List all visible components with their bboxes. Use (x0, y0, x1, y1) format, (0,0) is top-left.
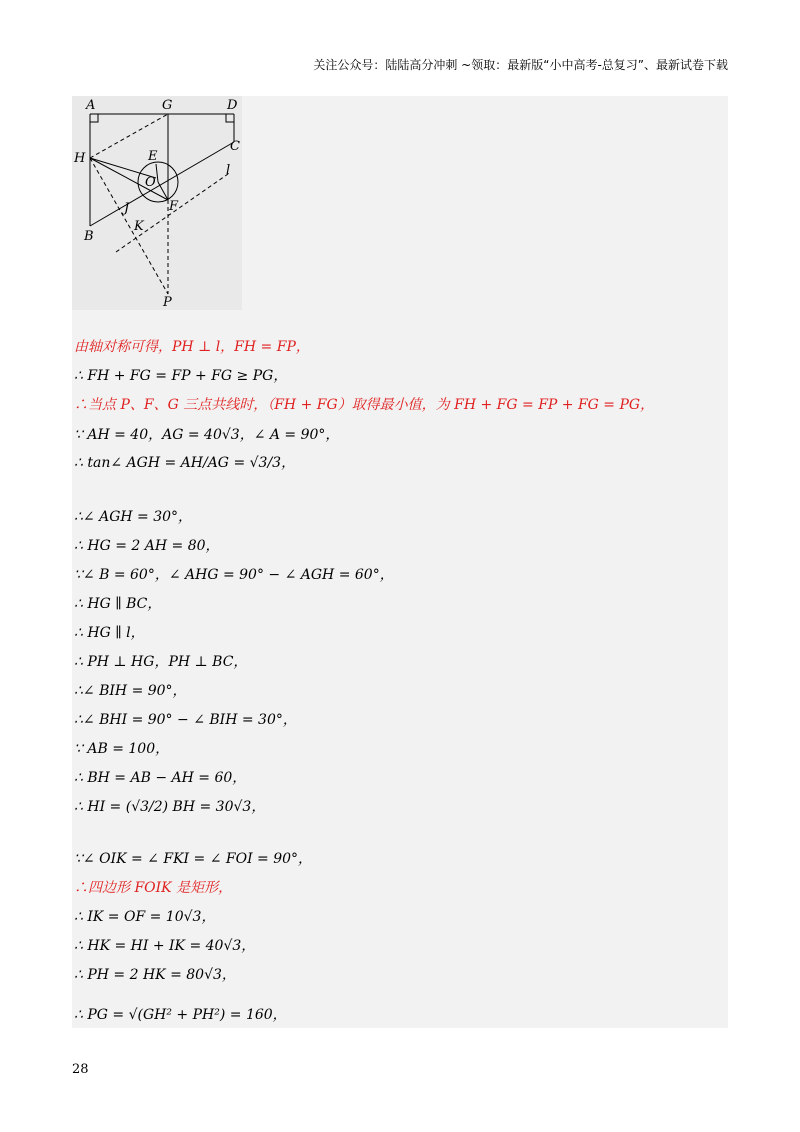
solution-line: ∴ tan∠ AGH = AH/AG = √3/3， (74, 455, 296, 471)
solution-line: ∴四边形 FOIK 是矩形， (74, 880, 233, 896)
solution-line: ∵∠ B = 60°，∠ AHG = 90° − ∠ AGH = 60°， (74, 567, 394, 583)
solution-line: ∵ AB = 100， (74, 741, 170, 757)
label-c: C (230, 139, 240, 154)
label-h: H (74, 151, 86, 166)
solution-line: ∴ PH = 2 HK = 80√3， (74, 967, 236, 983)
label-d: D (227, 98, 238, 113)
label-p: P (163, 295, 172, 310)
solution-line: ∴ HG ∥ BC， (74, 596, 162, 612)
solution-line: ∴ PG = √(GH² + PH²) = 160， (74, 1007, 287, 1023)
page-header: 关注公众号：陆陆高分冲刺 ~领取：最新版“小中高考-总复习”、最新试卷下载 (313, 58, 728, 72)
solution-line: ∴ HG = 2 AH = 80， (74, 538, 220, 554)
solution-line: ∴ FH + FG = FP + FG ≥ PG， (74, 368, 288, 384)
label-k: K (134, 219, 144, 234)
solution-line: ∴ HG ∥ l， (74, 625, 145, 641)
geometry-diagram (72, 96, 242, 310)
solution-line: ∴ BH = AB − AH = 60， (74, 770, 247, 786)
solution-line: ∴∠ BHI = 90° − ∠ BIH = 30°， (74, 712, 297, 728)
solution-line: ∴ PH ⊥ HG，PH ⊥ BC， (74, 654, 248, 670)
label-g: G (162, 98, 173, 113)
solution-line: ∴ HK = HI + IK = 40√3， (74, 938, 256, 954)
page-number: 28 (72, 1062, 89, 1077)
label-j: J (124, 201, 130, 216)
solution-line: ∴ HI = (√3/2) BH = 30√3， (74, 799, 266, 815)
solution-panel (72, 96, 728, 1028)
solution-line: ∴当点 P、F、G 三点共线时，（FH + FG）取得最小值，为 FH + FG = FP + FG = PG， (74, 397, 655, 413)
label-e: E (148, 149, 158, 164)
geometry-figure (72, 96, 242, 310)
solution-line: 由轴对称可得，PH ⊥ l，FH = FP， (74, 339, 310, 355)
label-b: B (84, 229, 94, 244)
solution-line: ∵∠ OIK = ∠ FKI = ∠ FOI = 90°， (74, 851, 313, 867)
solution-line: ∵ AH = 40，AG = 40√3，∠ A = 90°， (74, 427, 340, 443)
label-o: O (145, 175, 156, 190)
solution-line: ∴ IK = OF = 10√3， (74, 909, 216, 925)
solution-line: ∴∠ BIH = 90°， (74, 683, 187, 699)
label-a: A (86, 98, 96, 113)
solution-line: ∴∠ AGH = 30°， (74, 509, 193, 525)
label-f: F (169, 199, 179, 214)
label-l: l (226, 163, 231, 178)
